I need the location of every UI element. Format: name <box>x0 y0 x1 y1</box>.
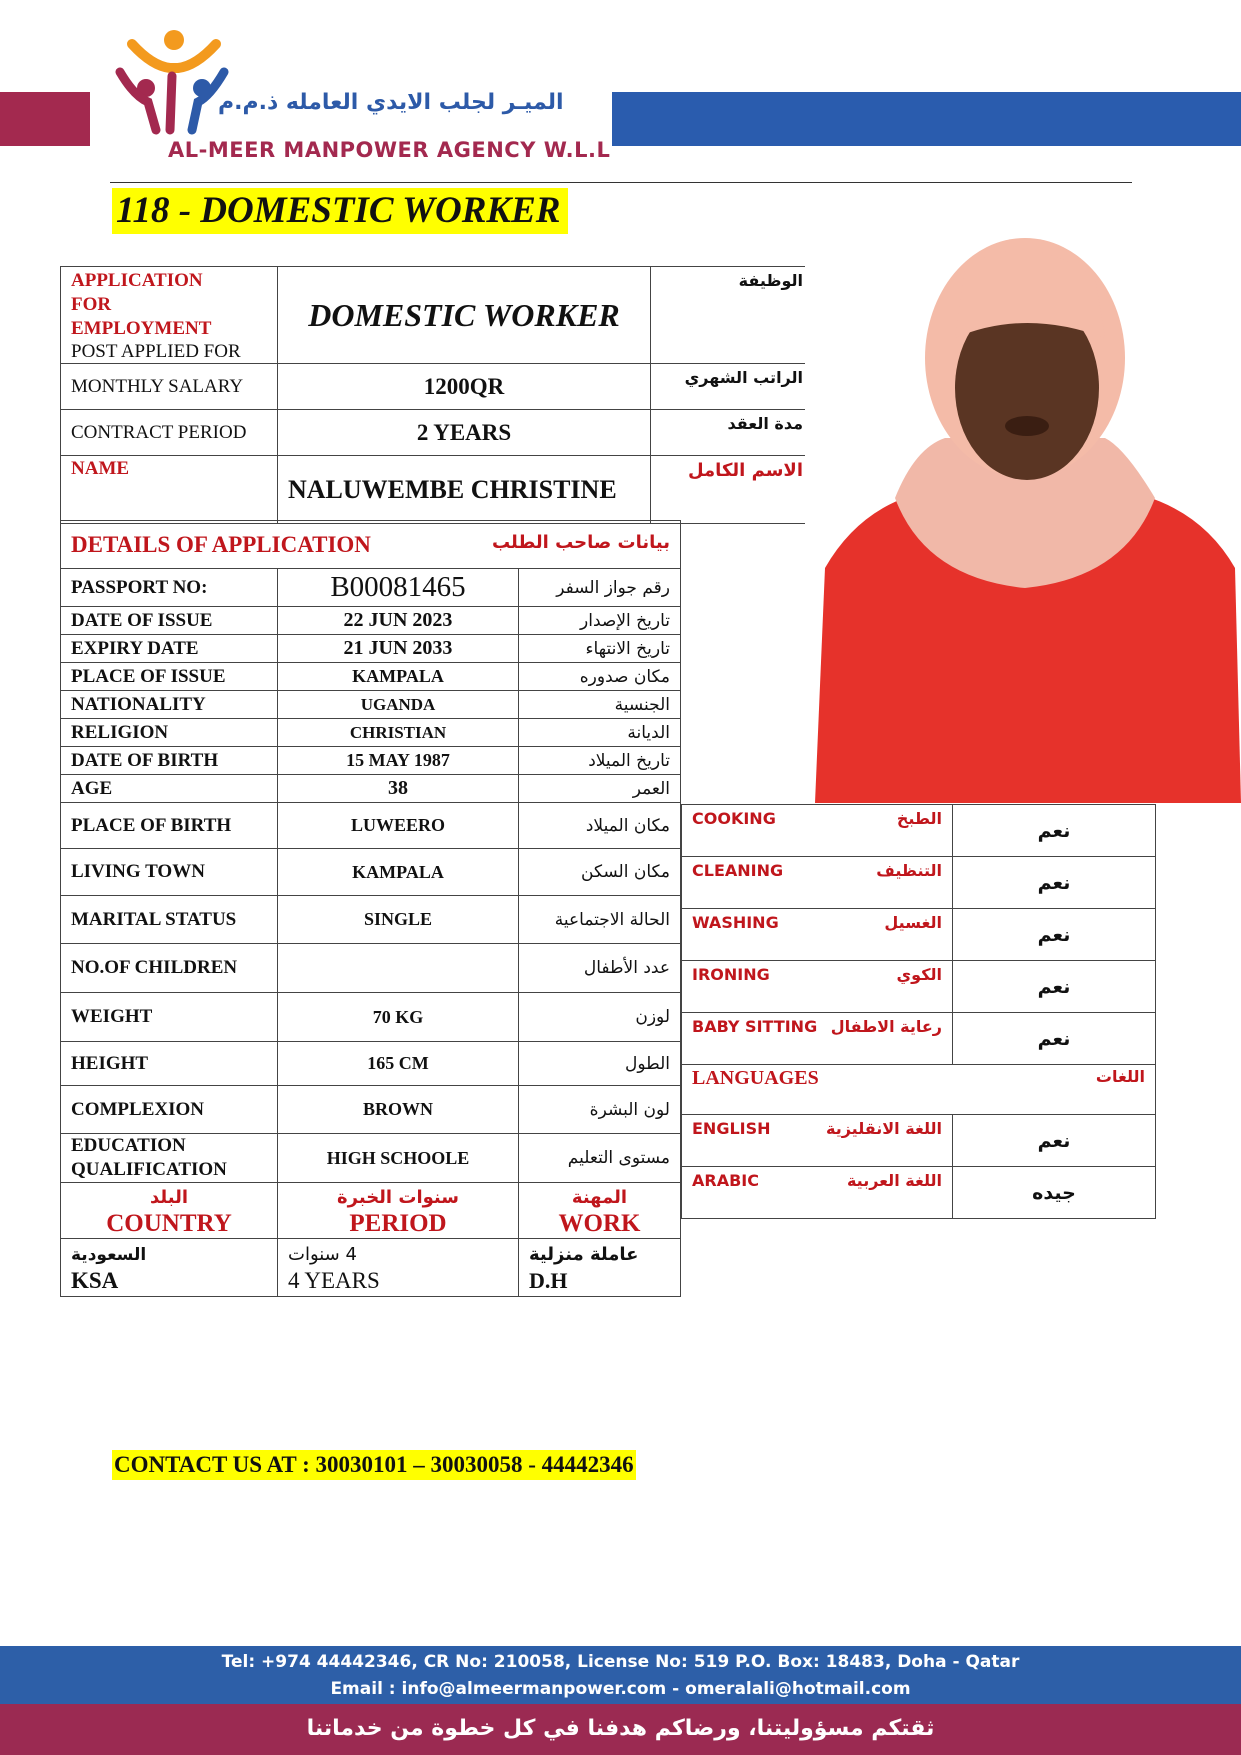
header-bar-left <box>0 92 90 146</box>
application-label-3: EMPLOYMENT <box>71 318 212 339</box>
post-applied-label: POST APPLIED FOR <box>71 341 241 362</box>
language-arabic-en: ARABIC <box>692 1171 759 1190</box>
education-value: HIGH SCHOOLE <box>278 1134 519 1183</box>
place-of-issue-value: KAMPALA <box>278 663 519 691</box>
skill-cooking-en: COOKING <box>692 809 776 828</box>
skill-cleaning <box>682 857 953 909</box>
marital-status-label: MARITAL STATUS <box>61 896 278 944</box>
age-label: AGE <box>61 775 278 803</box>
skill-baby-sitting <box>682 1013 953 1065</box>
issue-date-label: DATE OF ISSUE <box>61 607 278 635</box>
experience-work-english: D.H <box>529 1267 568 1293</box>
skill-cooking <box>682 805 953 857</box>
name-arabic: الاسم الكامل <box>651 456 814 524</box>
passport-value: B00081465 <box>278 569 519 607</box>
language-english-ar: اللغة الانقليزية <box>826 1119 942 1138</box>
age-value: 38 <box>278 775 519 803</box>
place-of-birth-label: PLACE OF BIRTH <box>61 803 278 849</box>
living-town-label: LIVING TOWN <box>61 849 278 896</box>
experience-country-english: KSA <box>71 1267 119 1293</box>
place-of-birth-arabic: مكان الميلاد <box>519 803 681 849</box>
company-name-arabic: الميـر لجلب الايدي العامله ذ.م.م <box>218 90 564 115</box>
language-english <box>682 1115 953 1167</box>
footer-line-2: Email : info@almeermanpower.com - omeralali@hotmail.com <box>330 1679 911 1699</box>
page-title: 118 - DOMESTIC WORKER <box>112 188 568 234</box>
place-of-birth-value: LUWEERO <box>278 803 519 849</box>
skill-washing-en: WASHING <box>692 913 779 932</box>
country-header-english: COUNTRY <box>106 1209 232 1237</box>
height-label: HEIGHT <box>61 1042 278 1086</box>
application-table <box>60 266 814 524</box>
height-arabic: الطول <box>519 1042 681 1086</box>
footer-line-1: Tel: +974 44442346, CR No: 210058, License No: 519 P.O. Box: 18483, Doha - Qatar <box>221 1652 1020 1672</box>
living-town-value: KAMPALA <box>278 849 519 896</box>
issue-date-value: 22 JUN 2023 <box>278 607 519 635</box>
application-label-2: FOR <box>71 294 112 315</box>
marital-status-value: SINGLE <box>278 896 519 944</box>
weight-arabic: لوزن <box>519 993 681 1042</box>
languages-heading: LANGUAGES <box>692 1067 819 1089</box>
footer-slogan: ثقتكم مسؤوليتنا، ورضاكم هدفنا في كل خطوة من خدماتنا <box>0 1704 1241 1755</box>
experience-period-header <box>278 1183 519 1239</box>
language-english-en: ENGLISH <box>692 1119 771 1138</box>
post-applied-arabic: الوظيفة <box>651 267 814 364</box>
language-arabic-value: جيده <box>953 1167 1156 1219</box>
language-arabic <box>682 1167 953 1219</box>
experience-country-arabic: السعودية <box>71 1244 147 1265</box>
experience-work-arabic: عاملة منزلية <box>529 1243 639 1265</box>
company-logo-icon <box>112 26 232 136</box>
skill-washing-ar: الغسيل <box>884 913 942 932</box>
passport-arabic: رقم جواز السفر <box>519 569 681 607</box>
skill-ironing-value: نعم <box>953 961 1156 1013</box>
living-town-arabic: مكان السكن <box>519 849 681 896</box>
experience-work-cell <box>519 1239 681 1297</box>
experience-period-english: 4 YEARS <box>288 1267 380 1293</box>
application-label-1: APPLICATION <box>71 270 203 291</box>
contact-numbers: CONTACT US AT : 30030101 – 30030058 - 44442346 <box>112 1450 636 1480</box>
religion-value: CHRISTIAN <box>278 719 519 747</box>
age-arabic: العمر <box>519 775 681 803</box>
work-header-arabic: المهنة <box>571 1186 628 1208</box>
experience-period-arabic: 4 سنوات <box>288 1243 357 1265</box>
nationality-arabic: الجنسية <box>519 691 681 719</box>
details-heading: DETAILS OF APPLICATION <box>71 531 371 557</box>
education-label: EDUCATION QUALIFICATION <box>61 1134 278 1183</box>
skill-ironing-ar: الكوي <box>896 965 942 984</box>
education-arabic: مستوى التعليم <box>519 1134 681 1183</box>
complexion-label: COMPLEXION <box>61 1086 278 1134</box>
skill-ironing <box>682 961 953 1013</box>
skill-cleaning-ar: التنظيف <box>876 861 942 880</box>
skills-table <box>681 804 1156 1219</box>
nationality-value: UGANDA <box>278 691 519 719</box>
skill-cleaning-value: نعم <box>953 857 1156 909</box>
name-value: NALUWEMBE CHRISTINE <box>278 456 651 524</box>
language-arabic-ar: اللغة العربية <box>846 1171 942 1190</box>
dob-label: DATE OF BIRTH <box>61 747 278 775</box>
issue-date-arabic: تاريخ الإصدار <box>519 607 681 635</box>
salary-arabic: الراتب الشهري <box>651 364 814 410</box>
skill-ironing-en: IRONING <box>692 965 770 984</box>
contract-arabic: مدة العقد <box>651 410 814 456</box>
height-value: 165 CM <box>278 1042 519 1086</box>
experience-period-cell <box>278 1239 519 1297</box>
skill-cleaning-en: CLEANING <box>692 861 784 880</box>
header-divider <box>110 182 1132 183</box>
name-label: NAME <box>61 456 278 524</box>
contract-label: CONTRACT PERIOD <box>61 410 278 456</box>
dob-arabic: تاريخ الميلاد <box>519 747 681 775</box>
header-bar-right <box>612 92 1241 146</box>
contract-value: 2 YEARS <box>278 410 651 456</box>
expiry-date-arabic: تاريخ الانتهاء <box>519 635 681 663</box>
experience-work-header <box>519 1183 681 1239</box>
skill-washing <box>682 909 953 961</box>
children-label: NO.OF CHILDREN <box>61 944 278 993</box>
period-header-english: PERIOD <box>349 1209 447 1237</box>
passport-label: PASSPORT NO: <box>61 569 278 607</box>
place-of-issue-arabic: مكان صدوره <box>519 663 681 691</box>
marital-status-arabic: الحالة الاجتماعية <box>519 896 681 944</box>
country-header-arabic: البلد <box>149 1186 189 1208</box>
complexion-arabic: لون البشرة <box>519 1086 681 1134</box>
details-heading-arabic: بيانات صاحب الطلب <box>491 531 670 553</box>
language-english-value: نعم <box>953 1115 1156 1167</box>
skill-baby-sitting-en: BABY SITTING <box>692 1017 818 1036</box>
footer-contact-bar <box>0 1646 1241 1704</box>
languages-heading-arabic: اللغات <box>1095 1067 1145 1086</box>
skill-cooking-ar: الطبخ <box>896 809 942 828</box>
company-name-english: AL-MEER MANPOWER AGENCY W.L.L <box>168 138 611 162</box>
children-value <box>278 944 519 993</box>
expiry-date-label: EXPIRY DATE <box>61 635 278 663</box>
weight-label: WEIGHT <box>61 993 278 1042</box>
applicant-photo <box>805 238 1241 803</box>
place-of-issue-label: PLACE OF ISSUE <box>61 663 278 691</box>
work-header-english: WORK <box>558 1209 641 1237</box>
experience-country-cell <box>61 1239 278 1297</box>
religion-label: RELIGION <box>61 719 278 747</box>
skill-washing-value: نعم <box>953 909 1156 961</box>
experience-country-header <box>61 1183 278 1239</box>
children-arabic: عدد الأطفال <box>519 944 681 993</box>
period-header-arabic: سنوات الخبرة <box>337 1186 459 1208</box>
salary-value: 1200QR <box>278 364 651 410</box>
skill-baby-sitting-ar: رعاية الاطفال <box>830 1017 942 1036</box>
skill-cooking-value: نعم <box>953 805 1156 857</box>
nationality-label: NATIONALITY <box>61 691 278 719</box>
expiry-date-value: 21 JUN 2033 <box>278 635 519 663</box>
religion-arabic: الديانة <box>519 719 681 747</box>
dob-value: 15 MAY 1987 <box>278 747 519 775</box>
weight-value: 70 KG <box>278 993 519 1042</box>
languages-heading-row <box>682 1065 1156 1115</box>
post-applied-value: DOMESTIC WORKER <box>278 267 651 364</box>
salary-label: MONTHLY SALARY <box>61 364 278 410</box>
complexion-value: BROWN <box>278 1086 519 1134</box>
skill-baby-sitting-value: نعم <box>953 1013 1156 1065</box>
details-table <box>60 520 681 1297</box>
